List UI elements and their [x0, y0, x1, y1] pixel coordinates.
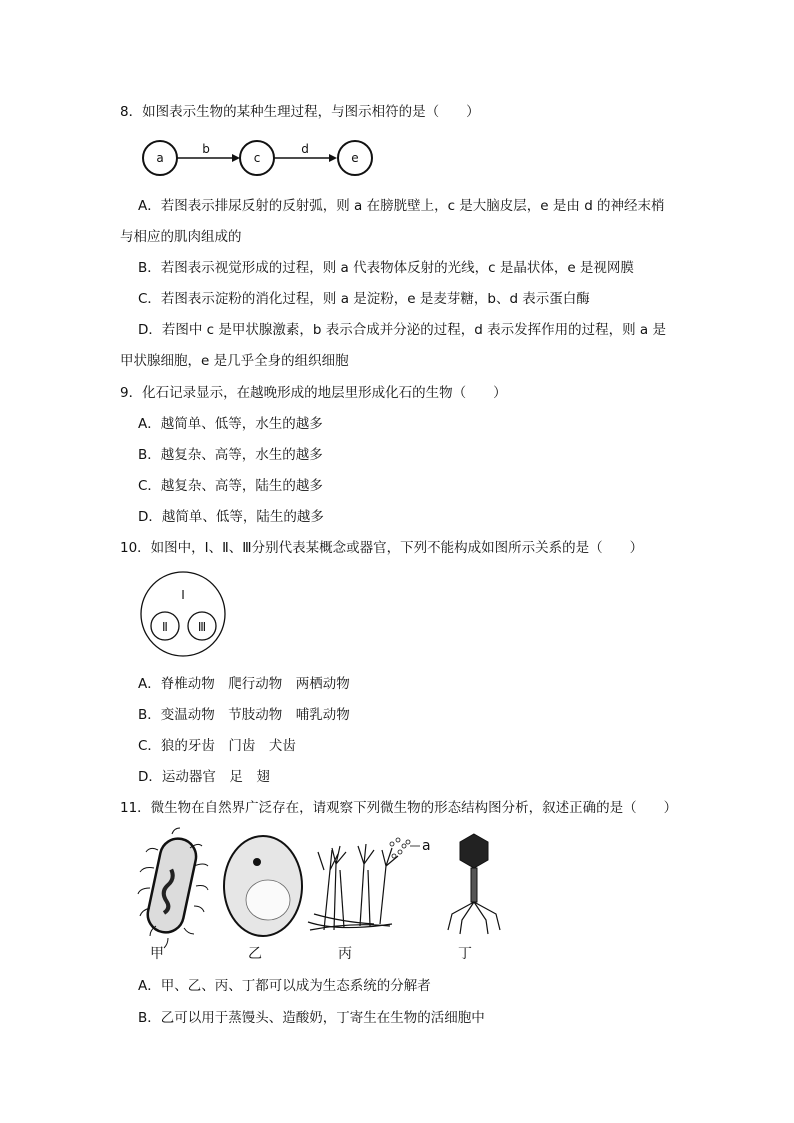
left-inner-label: Ⅱ [162, 620, 168, 634]
spores [390, 838, 410, 858]
arrow-d-label: d [301, 142, 309, 156]
mold-illustration [308, 844, 398, 930]
yeast-illustration [224, 836, 302, 936]
q10-option-b: B．变温动物 节肢动物 哺乳动物 [138, 707, 350, 723]
bacterium-illustration [138, 828, 208, 948]
node-a-label: a [156, 151, 164, 165]
q11-option-b: B．乙可以用于蒸馒头、造酸奶，丁寄生在生物的活细胞中 [138, 1010, 485, 1026]
annotation-a: a [422, 838, 431, 854]
q10-venn-diagram [140, 570, 230, 660]
q9-stem: 9．化石记录显示，在越晚形成的地层里形成化石的生物（ ） [120, 385, 507, 401]
q8-option-a-line2: 与相应的肌肉组成的 [120, 229, 242, 245]
q10-option-d: D．运动器官 足 翅 [138, 769, 270, 785]
q9-option-c: C．越复杂、高等，陆生的越多 [138, 478, 323, 494]
arrow-b-label: b [202, 142, 210, 156]
bacteriophage-illustration [448, 834, 500, 934]
q10-stem: 10．如图中，Ⅰ、Ⅱ、Ⅲ分别代表某概念或器官，下列不能构成如图所示关系的是（ ） [120, 540, 644, 556]
node-e-label: e [351, 151, 359, 165]
q9-option-d: D．越简单、低等，陆生的越多 [138, 509, 324, 525]
q8-option-b: B．若图表示视觉形成的过程，则 a 代表物体反射的光线，c 是晶状体，e 是视网膜 [138, 260, 634, 276]
outer-circle [141, 572, 225, 656]
q11-option-a: A．甲、乙、丙、丁都可以成为生态系统的分解者 [138, 978, 431, 994]
q9-option-a: A．越简单、低等，水生的越多 [138, 416, 323, 432]
q8-option-d-line2: 甲状腺细胞，e 是几乎全身的组织细胞 [120, 353, 349, 369]
node-c-label: c [253, 151, 261, 165]
right-inner-label: Ⅲ [197, 620, 207, 634]
q11-stem: 11．微生物在自然界广泛存在，请观察下列微生物的形态结构图分析，叙述正确的是（ ） [120, 800, 678, 816]
label-ding: 丁 [458, 946, 472, 962]
label-bing: 丙 [338, 946, 352, 962]
label-yi: 乙 [248, 946, 262, 962]
outer-label: Ⅰ [181, 588, 185, 602]
label-jia: 甲 [150, 946, 164, 962]
q8-option-a-line1: A．若图表示排尿反射的反射弧，则 a 在膀胱壁上，c 是大脑皮层，e 是由 d 的神经末梢 [138, 198, 665, 214]
q8-flow-diagram [140, 138, 380, 178]
q8-option-c: C．若图表示淀粉的消化过程，则 a 是淀粉，e 是麦芽糖，b、d 表示蛋白酶 [138, 291, 590, 307]
q9-option-b: B．越复杂、高等，水生的越多 [138, 447, 323, 463]
q10-option-c: C．狼的牙齿 门齿 犬齿 [138, 738, 296, 754]
q10-option-a: A．脊椎动物 爬行动物 两栖动物 [138, 676, 350, 692]
q8-stem: 8．如图表示生物的某种生理过程，与图示相符的是（ ） [120, 104, 480, 120]
q8-option-d-line1: D．若图中 c 是甲状腺激素，b 表示合成并分泌的过程，d 表示发挥作用的过程，则 a 是 [138, 322, 666, 338]
q11-microbe-figure [138, 830, 508, 965]
